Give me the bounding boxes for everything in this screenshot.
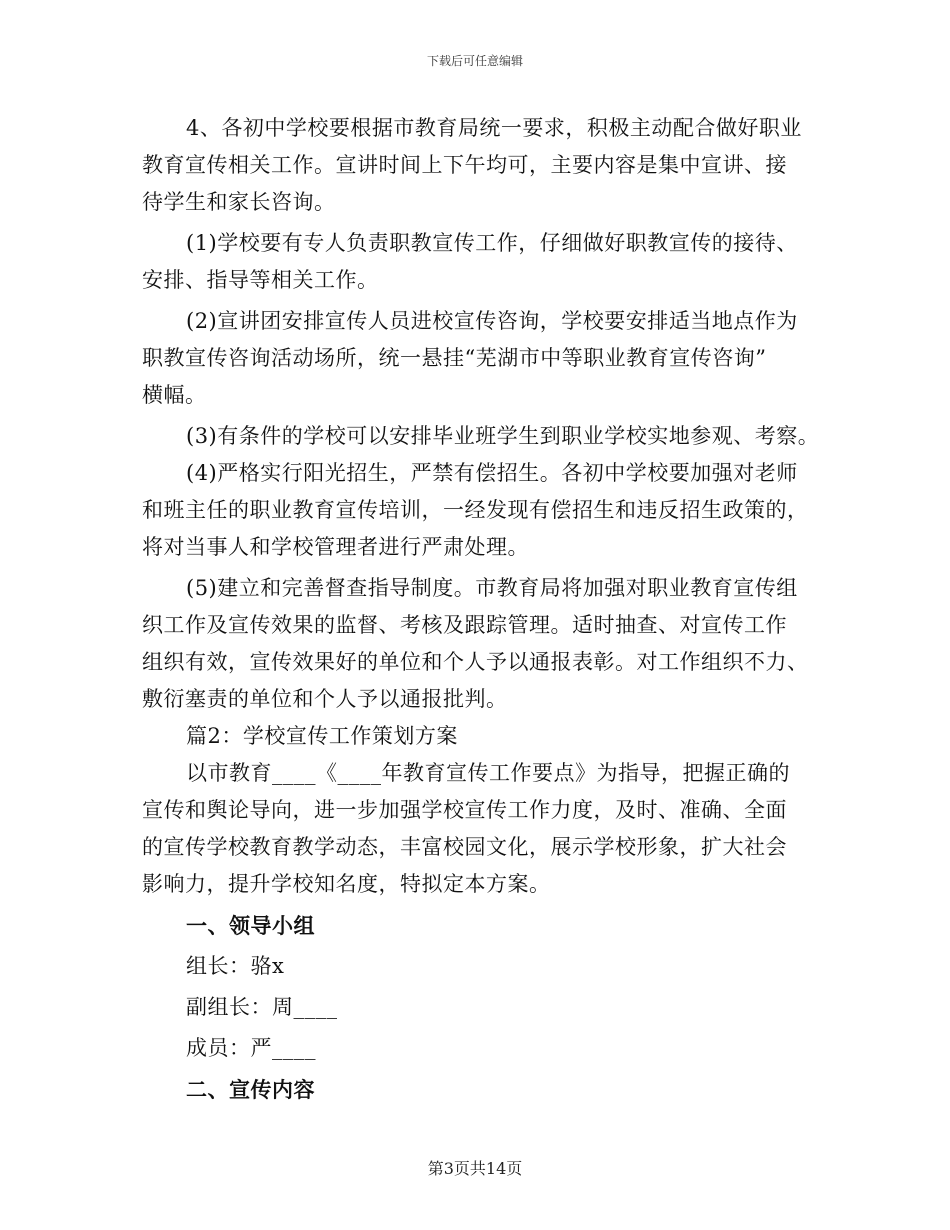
document-body (142, 110, 832, 1108)
paragraph-item-4-1 (142, 225, 832, 299)
text-line: 宣传和舆论导向，进一步加强学校宣传工作力度，及时、准确、全面 (142, 798, 787, 822)
section-heading: 二、宣传内容 (186, 1077, 315, 1102)
text-line: 4、各初中学校要根据市教育局统一要求，积极主动配合做好职业 (186, 116, 802, 140)
paragraph-item-4-2 (142, 303, 832, 414)
text-line: (3)有条件的学校可以安排毕业班学生到职业学校实地参观、考察。 (186, 424, 820, 448)
section-heading: 一、领导小组 (186, 913, 315, 938)
page-footer: 第3页共14页 (427, 1159, 523, 1178)
deputy-line (142, 989, 832, 1026)
text-line: 的宣传学校教育教学动态，丰富校园文化，展示学校形象，扩大社会 (142, 835, 787, 859)
paragraph-item-4-4 (142, 455, 832, 566)
text-line: 安排、指导等相关工作。 (142, 268, 379, 292)
text-line: 待学生和家长咨询。 (142, 190, 336, 214)
paragraph-item-4-5 (142, 570, 832, 718)
text-line: 影响力，提升学校知名度，特拟定本方案。 (142, 872, 551, 896)
text-line: 副组长：周____ (186, 995, 338, 1019)
text-line: 以市教育____《____年教育宣传工作要点》为指导，把握正确的 (186, 761, 790, 785)
text-line: 组织有效，宣传效果好的单位和个人予以通报表彰。对工作组织不力、 (142, 650, 809, 674)
chapter-2-title (142, 718, 832, 755)
text-line: 和班主任的职业教育宣传培训，一经发现有偿招生和违反招生政策的， (142, 498, 809, 522)
text-line: (2)宣讲团安排宣传人员进校宣传咨询，学校要安排适当地点作为 (186, 309, 798, 333)
text-line: 横幅。 (142, 383, 207, 407)
page-header: 下载后可任意编辑 (426, 54, 523, 68)
text-line: (4)严格实行阳光招生，严禁有偿招生。各初中学校要加强对老师 (186, 461, 798, 485)
text-line: (1)学校要有专人负责职教宣传工作，仔细做好职教宣传的接待、 (186, 231, 798, 255)
leader-line (142, 948, 832, 985)
text-line: 成员：严____ (186, 1036, 316, 1060)
section-heading-content (142, 1071, 832, 1108)
section-heading-leadership (142, 907, 832, 944)
paragraph-item-4-3 (142, 418, 832, 455)
text-line: 织工作及宣传效果的监督、考核及跟踪管理。适时抽查、对宣传工作 (142, 613, 787, 637)
text-line: 将对当事人和学校管理者进行严肃处理。 (142, 535, 529, 559)
text-line: 敷衍塞责的单位和个人予以通报批判。 (142, 687, 508, 711)
text-line: 职教宣传咨询活动场所，统一悬挂“芜湖市中等职业教育宣传咨询” (142, 346, 767, 370)
text-line: (5)建立和完善督查指导制度。市教育局将加强对职业教育宣传组 (186, 576, 798, 600)
text-line: 篇2：学校宣传工作策划方案 (186, 724, 458, 748)
text-line: 组长：骆x (186, 954, 285, 978)
text-line: 教育宣传相关工作。宣讲时间上下午均可，主要内容是集中宣讲、接 (142, 153, 787, 177)
paragraph-item-4 (142, 110, 832, 221)
members-line (142, 1030, 832, 1067)
paragraph-intro (142, 755, 832, 903)
